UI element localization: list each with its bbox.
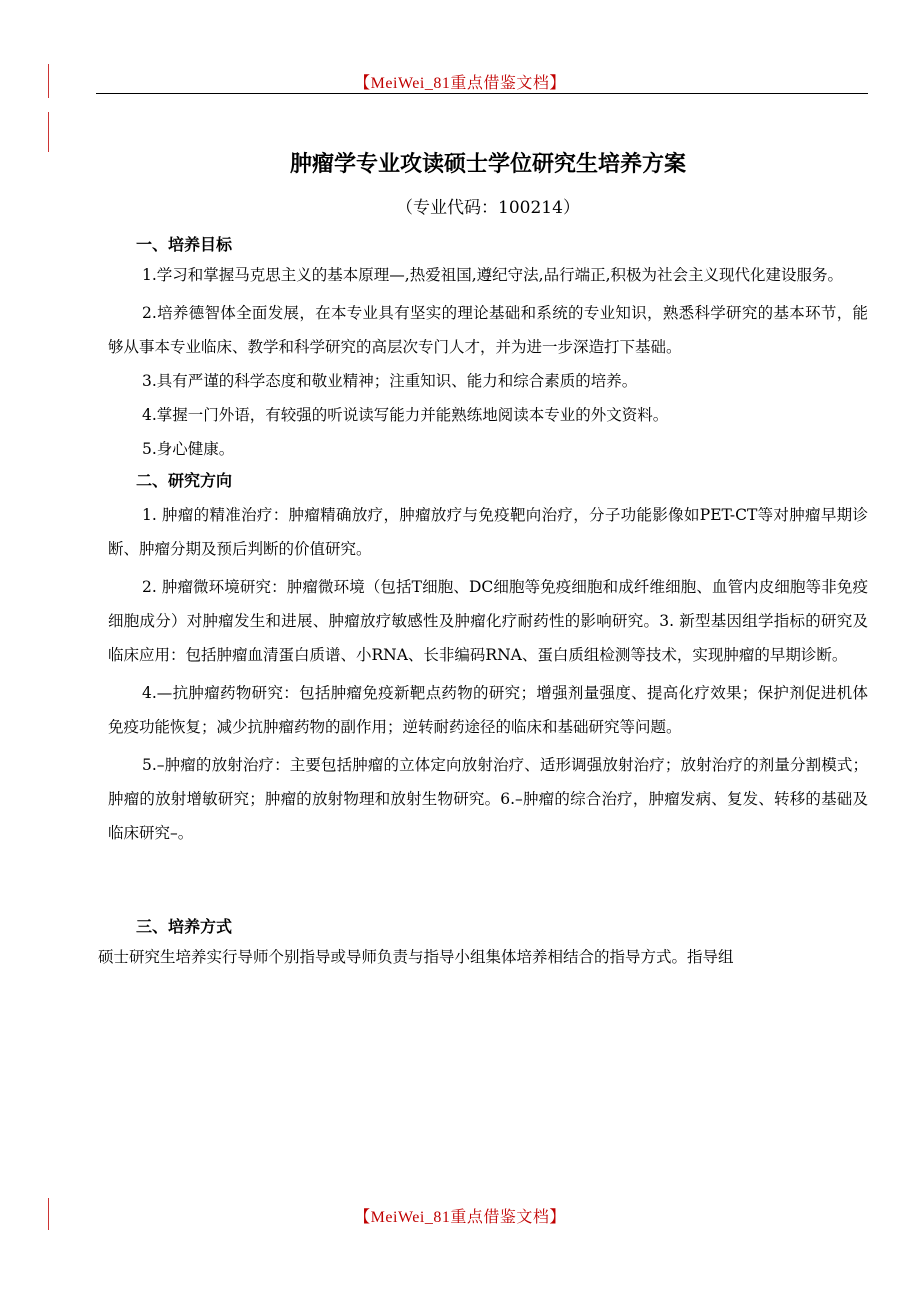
goal-paragraph: 3.具有严谨的科学态度和敬业精神；注重知识、能力和综合素质的培养。 xyxy=(142,372,638,390)
section-heading-goals: 一、培养目标 xyxy=(136,235,233,254)
training-paragraph: 硕士研究生培养实行导师个别指导或导师负责与指导小组集体培养相结合的指导方式。指导组 xyxy=(98,948,734,966)
document-subtitle: （专业代码：100214） xyxy=(396,198,580,218)
document-body xyxy=(98,140,868,974)
research-paragraph: 2. 肿瘤微环境研究：肿瘤微环境（包括T细胞、DC细胞等免疫细胞和成纤维细胞、血管内皮细胞等非免疫细胞成分）对肿瘤发生和进展、肿瘤放疗敏感性及肿瘤化疗耐药性的影响研究。3. 新型基因组学指标的研究及临床应用：包括肿瘤血清蛋白质谱、小RNA、长非编码RNA、蛋白质组检测等技术，实现肿瘤的早期诊断。 xyxy=(108,578,868,664)
header-rule xyxy=(96,93,868,94)
document-title: 肿瘤学专业攻读硕士学位研究生培养方案 xyxy=(289,152,686,177)
goal-paragraph: 5.身心健康。 xyxy=(142,440,235,458)
goal-paragraph: 2.培养德智体全面发展，在本专业具有坚实的理论基础和系统的专业知识，熟悉科学研究的基本环节，能够从事本专业临床、教学和科学研究的高层次专门人才，并为进一步深造打下基础。 xyxy=(108,304,868,356)
research-paragraph: 1. 肿瘤的精准治疗：肿瘤精确放疗，肿瘤放疗与免疫靶向治疗，分子功能影像如PET-CT等对肿瘤早期诊断、肿瘤分期及预后判断的价值研究。 xyxy=(108,506,868,558)
margin-mark-upper xyxy=(48,112,49,152)
research-paragraph: 5.–肿瘤的放射治疗：主要包括肿瘤的立体定向放射治疗、适形调强放射治疗；放射治疗的剂量分割模式；肿瘤的放射增敏研究；肿瘤的放射物理和放射生物研究。6.–肿瘤的综合治疗，肿瘤发病、复发、转移的基础及临床研究–。 xyxy=(108,756,868,842)
research-paragraph: 4.—抗肿瘤药物研究：包括肿瘤免疫新靶点药物的研究；增强剂量强度、提高化疗效果；保护剂促进机体免疫功能恢复；减少抗肿瘤药物的副作用；逆转耐药途径的临床和基础研究等问题。 xyxy=(108,684,868,736)
section-spacer xyxy=(108,850,868,902)
page-header: 【MeiWei_81重点借鉴文档】 xyxy=(354,75,566,92)
section-heading-training: 三、培养方式 xyxy=(136,917,233,936)
goal-paragraph: 4.掌握一门外语，有较强的听说读写能力并能熟练地阅读本专业的外文资料。 xyxy=(142,406,669,424)
page-footer: 【MeiWei_81重点借鉴文档】 xyxy=(354,1209,566,1226)
goal-paragraph: 1.学习和掌握马克思主义的基本原理—,热爱祖国,遵纪守法,品行端正,积极为社会主义现代化建设服务。 xyxy=(142,266,843,284)
section-heading-research: 二、研究方向 xyxy=(136,471,233,490)
